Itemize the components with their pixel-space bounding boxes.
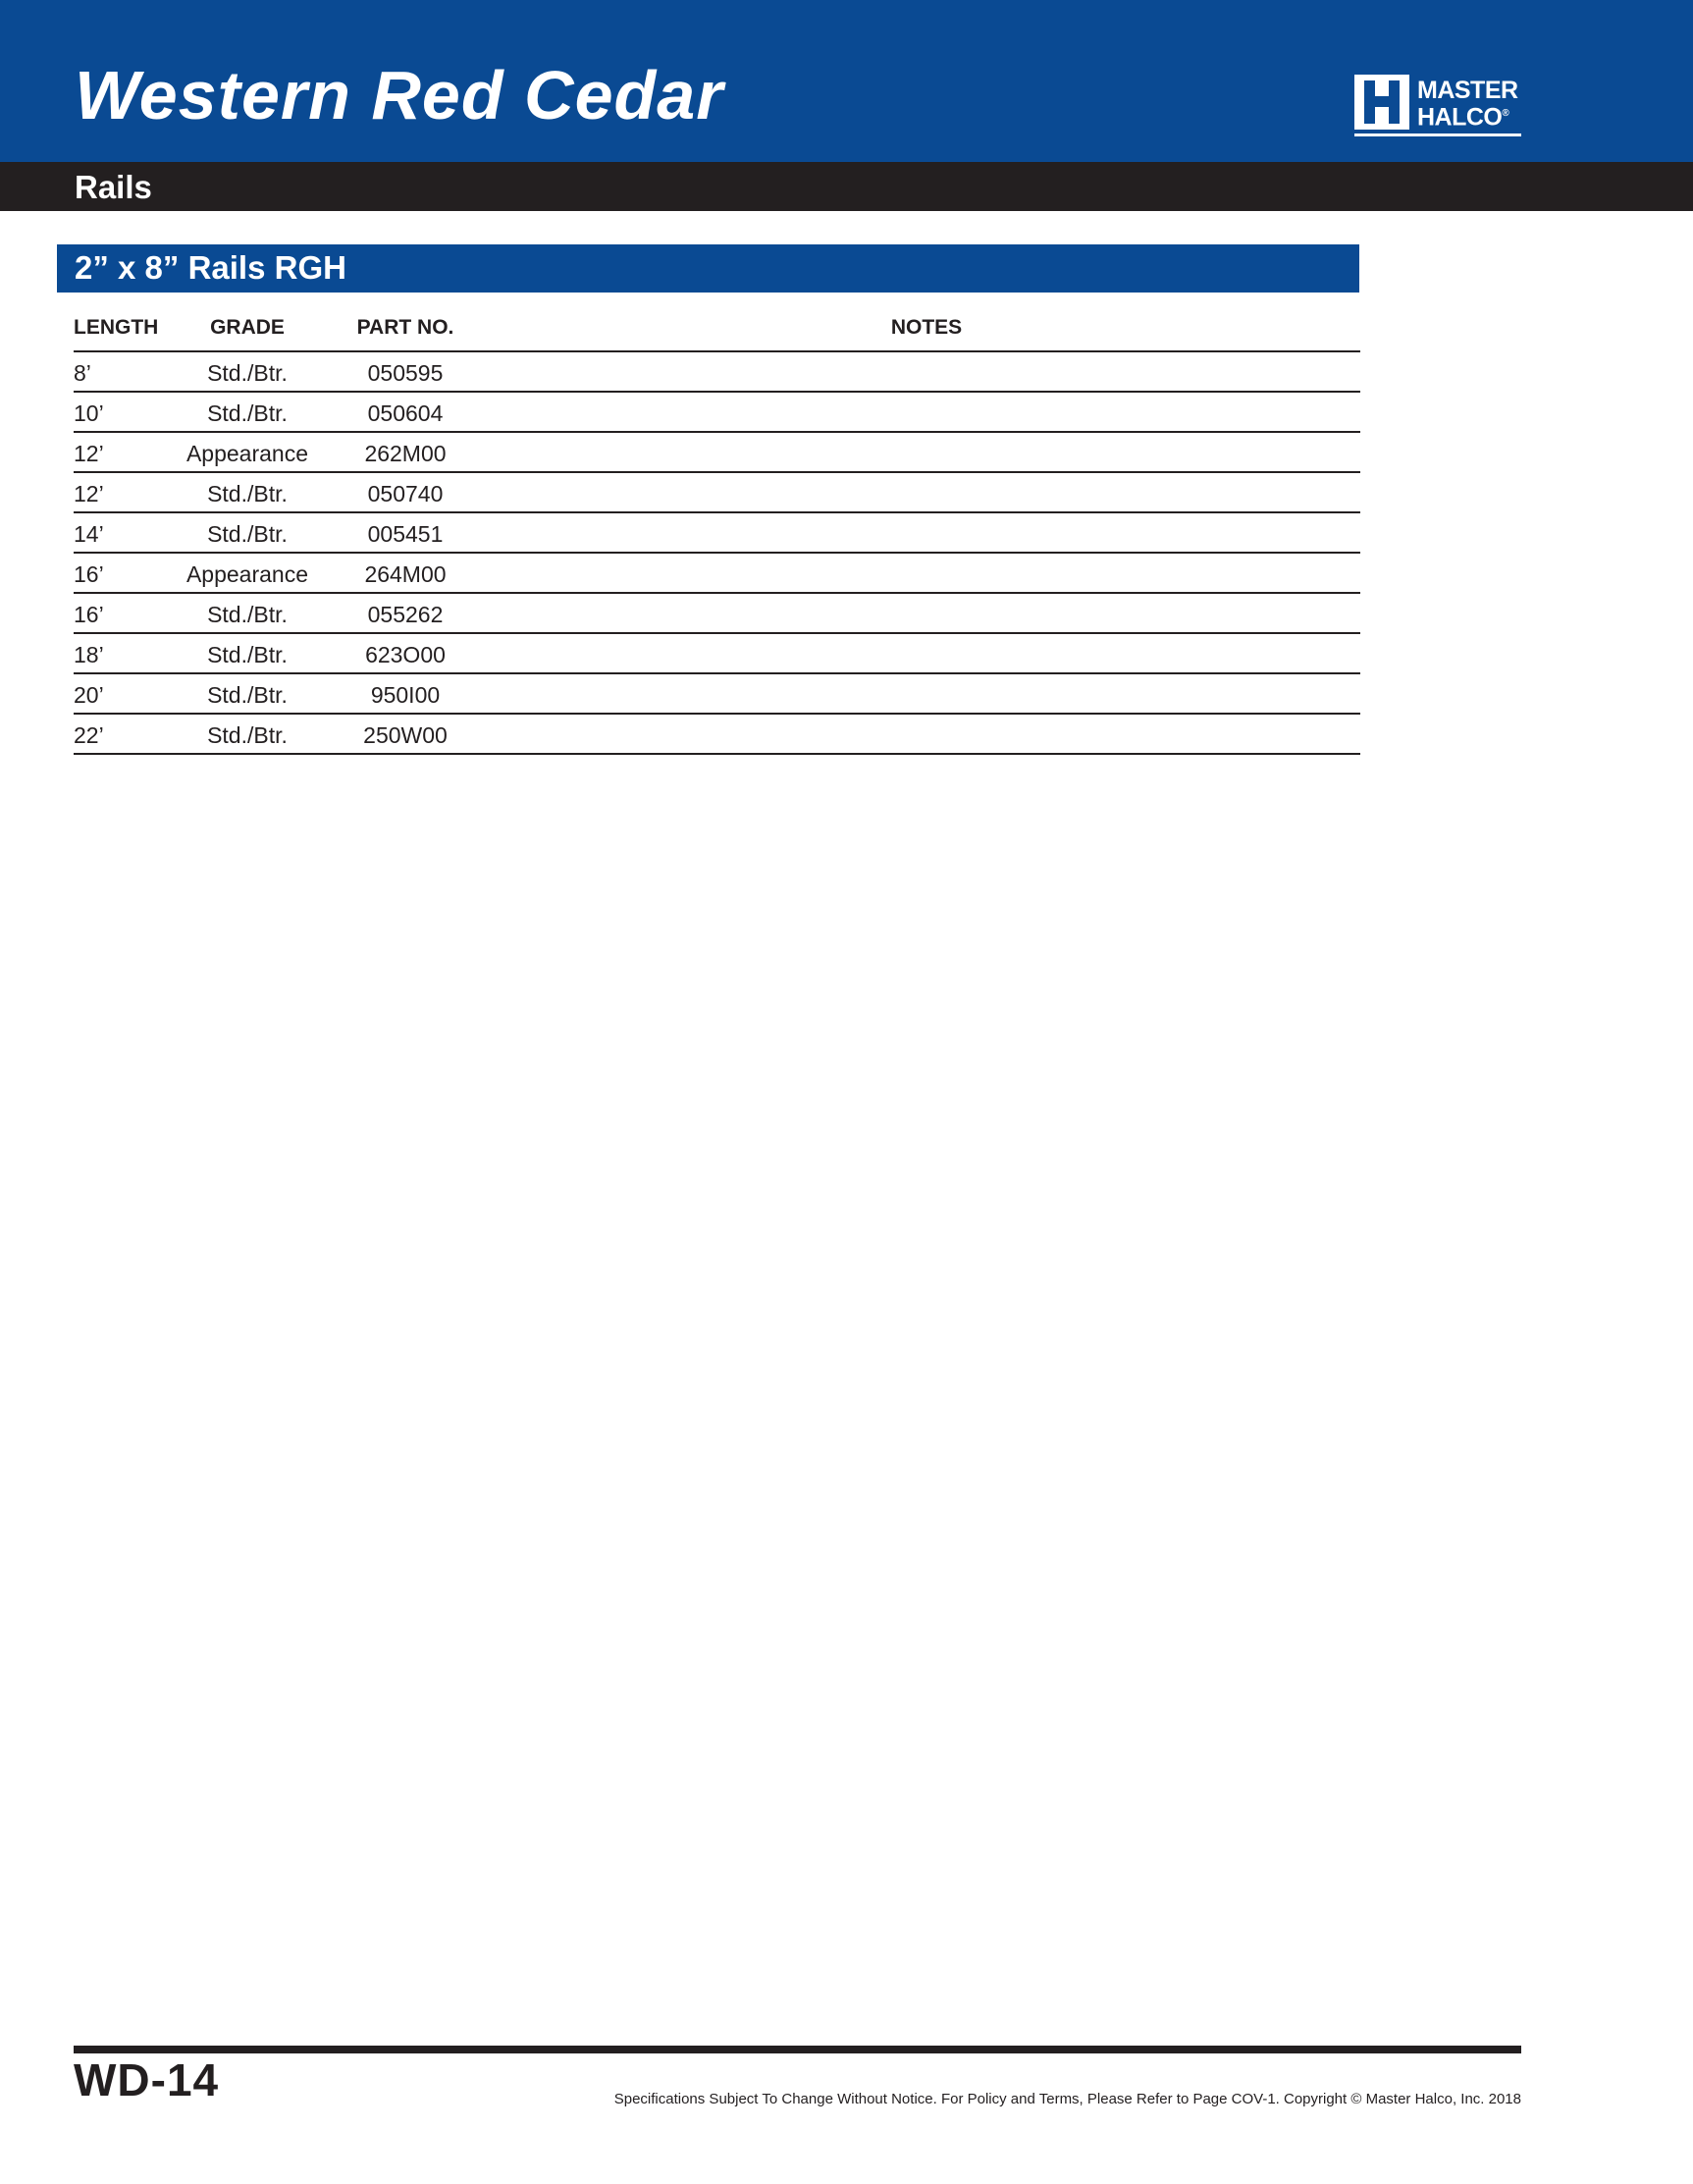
page-title: Western Red Cedar [75,57,724,133]
cell-grade: Appearance [185,441,309,466]
logo-line-2: HALCO [1417,103,1503,132]
master-halco-logo [1354,75,1523,137]
cell-length: 18’ [74,642,104,667]
table-title: 2” x 8” Rails RGH [75,249,346,286]
footer-rule [74,2046,1521,2053]
cell-part-no: 050595 [367,360,444,386]
column-header-part-no: PART NO. [356,316,454,339]
table-row [74,715,1360,755]
column-header-notes: NOTES [890,316,963,339]
table-body [74,352,1360,755]
cell-length: 16’ [74,561,104,587]
cell-part-no: 050740 [367,481,444,506]
table-row [74,433,1360,473]
table-row [74,554,1360,594]
registered-mark: ® [1502,108,1509,119]
cell-length: 8’ [74,360,91,386]
header-band [0,0,1693,162]
cell-grade: Appearance [185,561,309,587]
table-header-row [74,308,1360,352]
cell-part-no: 950I00 [370,682,441,708]
cell-grade: Std./Btr. [207,360,288,386]
page-number: WD-14 [74,2054,220,2105]
cell-grade: Std./Btr. [207,682,288,708]
table-row [74,594,1360,634]
cell-part-no: 050604 [367,400,444,426]
section-band [0,162,1693,211]
cell-grade: Std./Btr. [207,521,288,547]
cell-length: 20’ [74,682,104,708]
rails-table [74,308,1360,755]
cell-part-no: 264M00 [364,561,447,587]
master-halco-h-logo-icon [1354,75,1409,130]
cell-grade: Std./Btr. [207,400,288,426]
cell-length: 12’ [74,481,104,506]
table-row [74,352,1360,393]
table-row [74,513,1360,554]
cell-length: 14’ [74,521,104,547]
table-row [74,473,1360,513]
cell-part-no: 623O00 [365,642,446,667]
cell-part-no: 005451 [367,521,444,547]
logo-line-1: MASTER [1417,77,1518,104]
cell-length: 22’ [74,722,104,748]
section-label: Rails [75,169,152,205]
cell-grade: Std./Btr. [207,722,288,748]
table-row [74,674,1360,715]
cell-grade: Std./Btr. [207,602,288,627]
table-row [74,393,1360,433]
footer-disclaimer: Specifications Subject To Change Without Notice. For Policy and Terms, Please Refer to Page COV-1. Copyright © Master Halco, Inc. 2018 [613,2091,1521,2107]
table-title-bar [57,244,1359,293]
cell-grade: Std./Btr. [207,642,288,667]
cell-grade: Std./Btr. [207,481,288,506]
column-header-grade: GRADE [210,316,285,339]
cell-length: 10’ [74,400,104,426]
cell-length: 12’ [74,441,104,466]
column-header-length: LENGTH [74,316,159,339]
cell-part-no: 055262 [367,602,444,627]
table-row [74,634,1360,674]
cell-length: 16’ [74,602,104,627]
logo-underline [1354,133,1521,136]
cell-part-no: 250W00 [363,722,448,748]
logo-wordmark [1417,77,1518,132]
cell-part-no: 262M00 [364,441,447,466]
